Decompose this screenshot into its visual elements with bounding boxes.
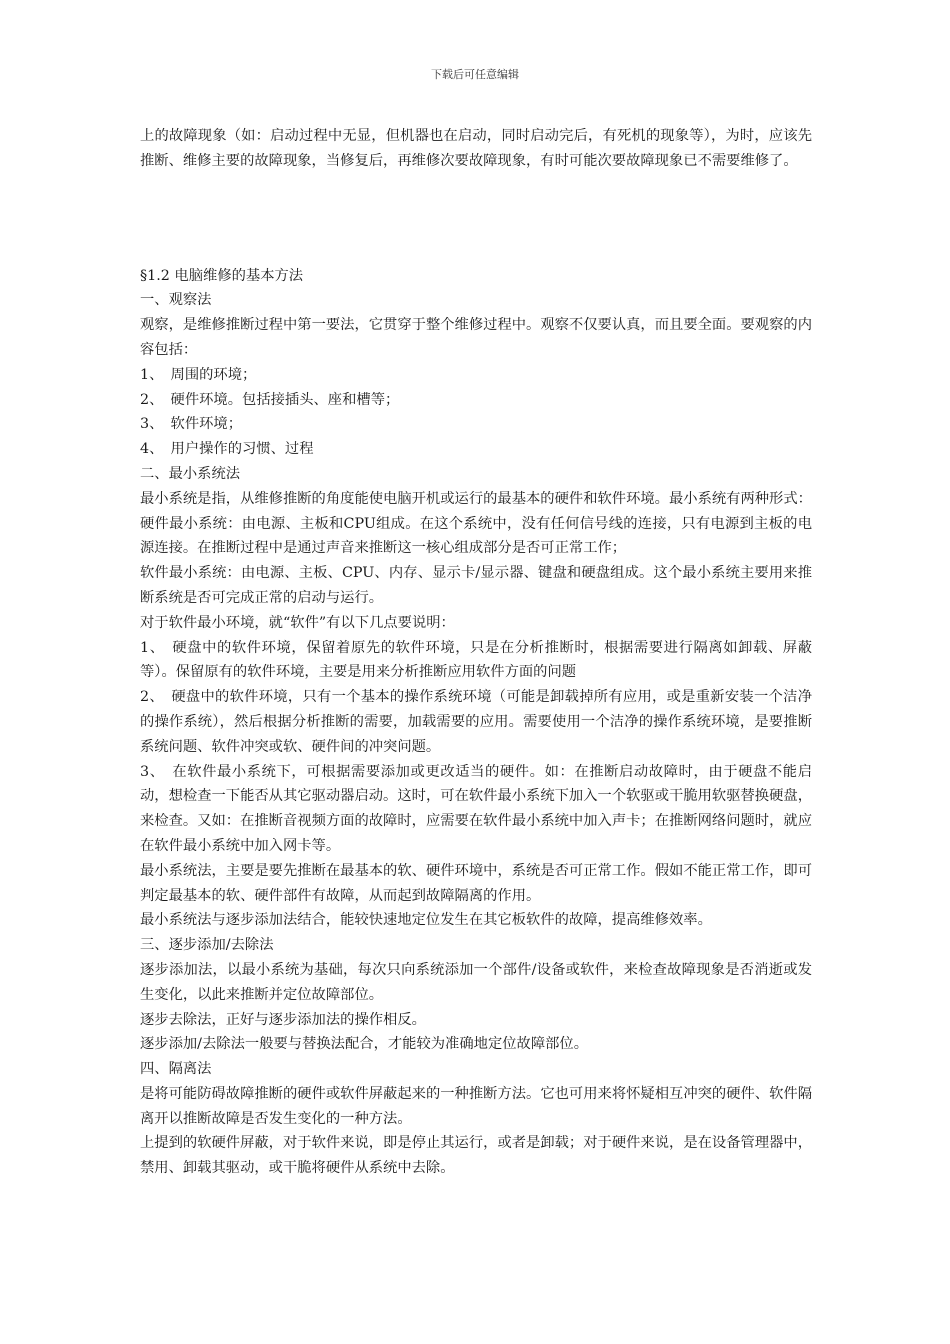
list-item: 4、 用户操作的习惯、过程 (140, 441, 314, 458)
heading-minimal-system: 二、最小系统法 (140, 465, 241, 482)
paragraph: 最小系统法，主要是要先推断在最基本的软、硬件环境中，系统是否可正常工作。假如不能正常工作，即可判定最基本的软、硬件部件有故障，从而起到故障隔离的作用。 (140, 862, 812, 904)
list-item: 3、 软件环境； (140, 416, 243, 433)
list-item: 2、 硬件环境。包括接插头、座和槽等； (140, 391, 400, 408)
paragraph: 是将可能防碍故障推断的硬件或软件屏蔽起来的一种推断方法。它也可用来将怀疑相互冲突的硬件、软件隔离开以推断故障是否发生变化的一种方法。 (140, 1085, 812, 1127)
paragraph: 逐步去除法，正好与逐步添加法的操作相反。 (140, 1011, 426, 1028)
paragraph-gap (140, 174, 812, 264)
list-item: 1、 硬盘中的软件环境，保留着原先的软件环境，只是在分析推断时，根据需要进行隔离如卸载、屏蔽等）。保留原有的软件环境，主要是用来分析推断应用软件方面的问题 (140, 639, 812, 681)
page-header: 下载后可任意编辑 (431, 68, 519, 81)
heading-isolation: 四、隔离法 (140, 1061, 212, 1078)
paragraph: 软件最小系统：由电源、主板、CPU、内存、显示卡/显示器、键盘和硬盘组成。这个最小系统主要用来推断系统是否可完成正常的启动与运行。 (140, 565, 812, 606)
section-title: §1.2 电脑维修的基本方法 (140, 267, 304, 284)
heading-observation: 一、观察法 (140, 292, 212, 309)
list-item: 2、 硬盘中的软件环境，只有一个基本的操作系统环境（可能是卸载掉所有应用，或是重新安装一个洁净的操作系统），然后根据分析推断的需要，加载需要的应用。需要使用一个洁净的操作系统环境，是要推断系统问题、软件冲突或软、硬件间的冲突问题。 (140, 689, 812, 755)
list-item: 1、 周围的环境； (140, 366, 257, 383)
paragraph: 最小系统法与逐步添加法结合，能较快速地定位发生在其它板软件的故障，提高维修效率。 (140, 912, 712, 929)
heading-add-remove: 三、逐步添加/去除法 (140, 937, 274, 954)
paragraph: 对于软件最小环境，就“软件”有以下几点要说明： (140, 614, 455, 631)
paragraph: 逐步添加/去除法一般要与替换法配合，才能较为准确地定位故障部位。 (140, 1036, 589, 1053)
intro-paragraph: 上的故障现象（如：启动过程中无显，但机器也在启动，同时启动完后，有死机的现象等），为时，应该先推断、维修主要的故障现象，当修复后，再维修次要故障现象，有时可能次要故障现象已不需要维修了。 (140, 128, 812, 169)
paragraph: 观察，是维修推断过程中第一要法，它贯穿于整个维修过程中。观察不仅要认真，而且要全面。要观察的内容包括： (140, 317, 812, 358)
paragraph: 硬件最小系统：由电源、主板和CPU组成。在这个系统中，没有任何信号线的连接，只有电源到主板的电源连接。在推断过程中是通过声音来推断这一核心组成部分是否可正常工作； (140, 515, 812, 557)
paragraph: 上提到的软硬件屏蔽，对于软件来说，即是停止其运行，或者是卸载；对于硬件来说，是在设备管理器中，禁用、卸载其驱动，或干脆将硬件从系统中去除。 (140, 1135, 812, 1177)
paragraph: 逐步添加法，以最小系统为基础，每次只向系统添加一个部件/设备或软件，来检查故障现象是否消逝或发生变化，以此来推断并定位故障部位。 (140, 961, 812, 1003)
document-body (140, 124, 812, 1181)
paragraph: 最小系统是指，从维修推断的角度能使电脑开机或运行的最基本的硬件和软件环境。最小系统有两种形式： (140, 490, 812, 507)
list-item: 3、 在软件最小系统下，可根据需要添加或更改适当的硬件。如：在推断启动故障时，由于硬盘不能启动，想检查一下能否从其它驱动器启动。这时，可在软件最小系统下加入一个软驱或干脆用软驱替换硬盘，来检查。又如：在推断音视频方面的故障时，应需要在软件最小系统中加入声卡；在推断网络问题时，就应在软件最小系统中加入网卡等。 (140, 763, 812, 854)
